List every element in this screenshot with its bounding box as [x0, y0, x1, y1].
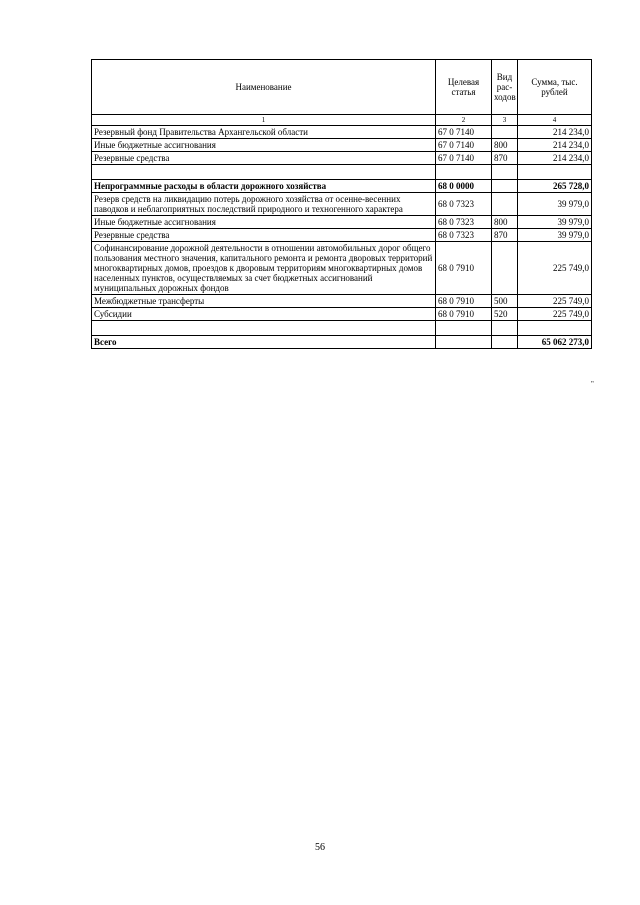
row-name: Софинансирование дорожной деятельности в отношении автомобильных дорог общего пользования местного значения, капитального ремонта и ремонта дворовых территорий многоквартирных домов, проездов к дворовым территориям многоквартирных домов населенных пунктов, осуществляемых за счет бюджетных ассигнований муниципальных дорожных фондов	[92, 242, 436, 295]
row-amount: 214 234,0	[518, 152, 592, 165]
row-name: Иные бюджетные ассигнования	[92, 139, 436, 152]
header-expense-type: Вид рас-ходов	[492, 60, 518, 115]
table-row	[92, 295, 592, 308]
row-name: Резервный фонд Правительства Архангельской области	[92, 126, 436, 139]
row-name: Иные бюджетные ассигнования	[92, 216, 436, 229]
row-type	[492, 242, 518, 295]
table-row-section	[92, 180, 592, 193]
row-type	[492, 336, 518, 349]
row-amount: 214 234,0	[518, 126, 592, 139]
row-amount: 39 979,0	[518, 216, 592, 229]
row-amount: 225 749,0	[518, 242, 592, 295]
header-name: Наименование	[92, 60, 436, 115]
column-number: 3	[492, 115, 518, 126]
row-article: 68 0 7323	[436, 229, 492, 242]
column-number: 4	[518, 115, 592, 126]
page-number: 56	[315, 842, 325, 853]
row-name: Резервные средства	[92, 229, 436, 242]
spacer-row	[92, 321, 592, 336]
row-article: 68 0 7910	[436, 242, 492, 295]
table-row	[92, 242, 592, 295]
table-row	[92, 152, 592, 165]
table-row	[92, 126, 592, 139]
row-type: 520	[492, 308, 518, 321]
header-target-article: Целевая статья	[436, 60, 492, 115]
table-row-total	[92, 336, 592, 349]
row-name: Субсидии	[92, 308, 436, 321]
header-amount: Сумма, тыс. рублей	[518, 60, 592, 115]
row-article: 68 0 7323	[436, 193, 492, 216]
total-amount: 65 062 273,0	[518, 336, 592, 349]
column-number: 2	[436, 115, 492, 126]
row-name: Резерв средств на ликвидацию потерь дорожного хозяйства от осенне-весенних паводков и неблагоприятных последствий природного и техногенного характера	[92, 193, 436, 216]
closing-quote-mark: "	[591, 380, 594, 388]
row-amount: 214 234,0	[518, 139, 592, 152]
row-article: 68 0 7323	[436, 216, 492, 229]
row-type	[492, 180, 518, 193]
row-amount: 225 749,0	[518, 295, 592, 308]
row-name: Резервные средства	[92, 152, 436, 165]
row-name: Непрограммные расходы в области дорожного хозяйства	[92, 180, 436, 193]
table-row	[92, 229, 592, 242]
row-type	[492, 193, 518, 216]
row-amount: 225 749,0	[518, 308, 592, 321]
row-amount: 39 979,0	[518, 193, 592, 216]
row-type: 870	[492, 229, 518, 242]
row-name: Межбюджетные трансферты	[92, 295, 436, 308]
budget-table	[91, 59, 592, 349]
row-article	[436, 336, 492, 349]
row-type: 800	[492, 139, 518, 152]
row-article: 67 0 7140	[436, 126, 492, 139]
column-number: 1	[92, 115, 436, 126]
table-row	[92, 216, 592, 229]
table-row	[92, 193, 592, 216]
row-type: 800	[492, 216, 518, 229]
table-row	[92, 139, 592, 152]
total-label: Всего	[92, 336, 436, 349]
row-article: 67 0 7140	[436, 139, 492, 152]
row-article: 68 0 7910	[436, 295, 492, 308]
column-number-row	[92, 115, 592, 126]
row-article: 68 0 0000	[436, 180, 492, 193]
row-type: 500	[492, 295, 518, 308]
spacer-row	[92, 165, 592, 180]
table-header-row	[92, 60, 592, 115]
row-type: 870	[492, 152, 518, 165]
row-article: 67 0 7140	[436, 152, 492, 165]
row-amount: 265 728,0	[518, 180, 592, 193]
row-amount: 39 979,0	[518, 229, 592, 242]
row-type	[492, 126, 518, 139]
row-article: 68 0 7910	[436, 308, 492, 321]
table-row	[92, 308, 592, 321]
